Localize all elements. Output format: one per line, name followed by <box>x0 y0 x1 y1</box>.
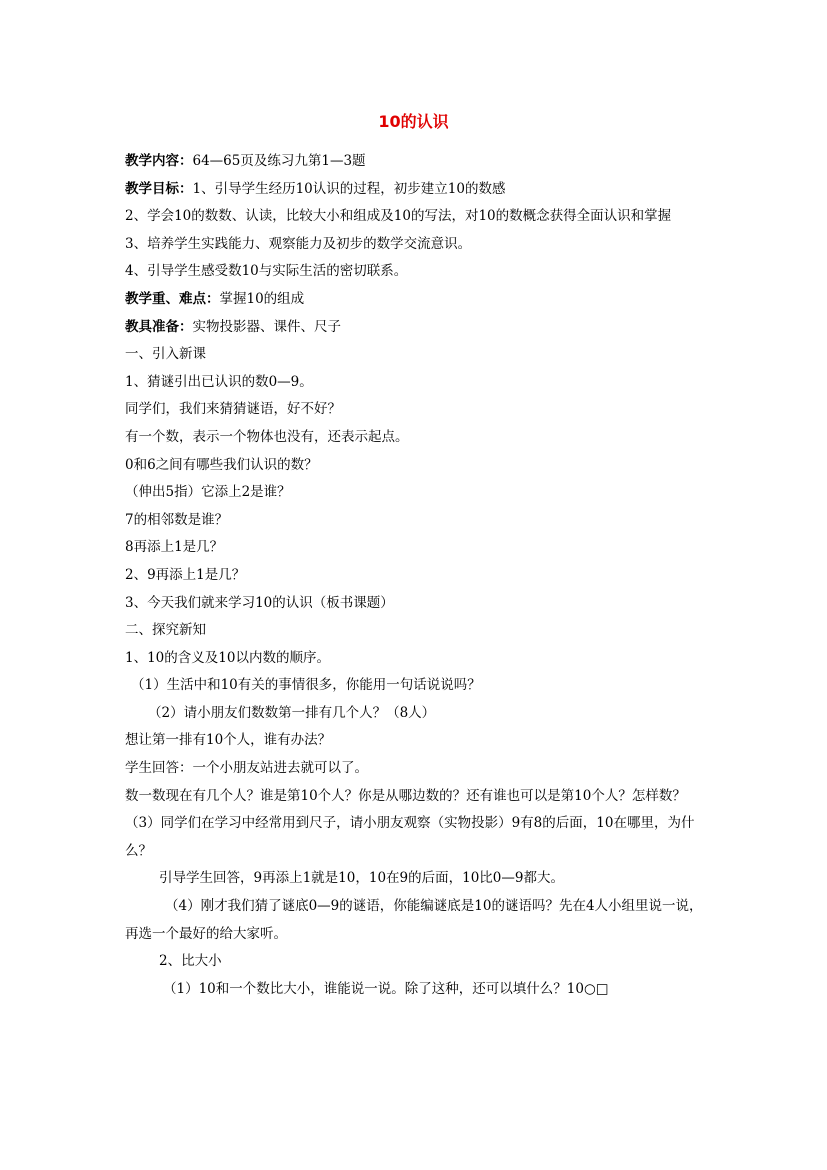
explore-line-7: （3）同学们在学习中经常用到尺子，请小朋友观察（实物投影）9有8的后面，10在哪里，为什么？ <box>125 815 695 859</box>
explore-line-4: 想让第一排有10个人，谁有办法？ <box>125 732 332 749</box>
key-label: 教学重、难点： <box>125 290 220 307</box>
explore-line-3: （2）请小朋友们数数第一排有几个人？（8人） <box>148 704 436 721</box>
section-heading-explore: 二、探究新知 <box>125 622 206 639</box>
key-text: 掌握10的组成 <box>219 290 305 307</box>
content-line <box>125 148 703 176</box>
section-heading-intro: 一、引入新课 <box>125 346 206 363</box>
intro-line-2: 同学们，我们来猜猜谜语，好不好？ <box>125 401 341 418</box>
tools-label: 教具准备： <box>125 318 193 335</box>
goal-3: 3、培养学生实践能力、观察能力及初步的数学交流意识。 <box>125 235 472 252</box>
goals-label: 教学目标： <box>125 180 193 197</box>
intro-line-7: 8再添上1是几？ <box>125 539 224 556</box>
intro-line-3: 有一个数，表示一个物体也没有，还表示起点。 <box>125 428 409 445</box>
explore-line-9: （4）刚才我们猜了谜底0—9的谜语，你能编谜底是10的谜语吗？先在4人小组里说一说，再选一个最好的给大家听。 <box>125 898 703 942</box>
document-body <box>125 148 703 1003</box>
goal-2: 2、学会10的数数、认读，比较大小和组成及10的写法，对10的数概念获得全面认识和掌握 <box>125 208 672 225</box>
goals-line <box>125 176 703 204</box>
explore-line-11: （1）10和一个数比大小，谁能说一说。除了这种，还可以填什么？10○□ <box>163 980 609 997</box>
intro-line-8: 2、9再添上1是几？ <box>125 566 246 583</box>
content-text: 64—65页及练习九第1—3题 <box>192 153 366 169</box>
content-label: 教学内容： <box>125 153 193 169</box>
explore-line-8: 引导学生回答，9再添上1就是10，10在9的后面，10比0—9都大。 <box>159 870 564 887</box>
intro-line-5: （伸出5指）它添上2是谁？ <box>125 484 291 501</box>
intro-line-6: 7的相邻数是谁？ <box>125 511 229 528</box>
intro-line-1: 1、猜谜引出已认识的数0—9。 <box>125 373 313 390</box>
explore-line-2: （1）生活中和10有关的事情很多，你能用一句话说说吗？ <box>131 677 481 694</box>
page-title: 10的认识 <box>378 112 449 131</box>
intro-line-4: 0和6之间有哪些我们认识的数？ <box>125 456 318 473</box>
explore-line-6: 数一数现在有几个人？谁是第10个人？你是从哪边数的？还有谁也可以是第10个人？怎样数？ <box>125 787 686 804</box>
explore-line-1: 1、10的含义及10以内数的顺序。 <box>125 649 330 666</box>
key-line <box>125 286 703 314</box>
goal-1: 1、引导学生经历10认识的过程，初步建立10的数感 <box>192 180 506 197</box>
intro-line-9: 3、今天我们就来学习10的认识（板书课题） <box>125 594 394 611</box>
goal-4: 4、引导学生感受数10与实际生活的密切联系。 <box>125 263 408 280</box>
explore-line-10: 2、比大小 <box>159 953 222 970</box>
explore-line-5: 学生回答：一个小朋友站进去就可以了。 <box>125 760 368 777</box>
tools-text: 实物投影器、课件、尺子 <box>192 318 341 335</box>
tools-line <box>125 314 703 342</box>
